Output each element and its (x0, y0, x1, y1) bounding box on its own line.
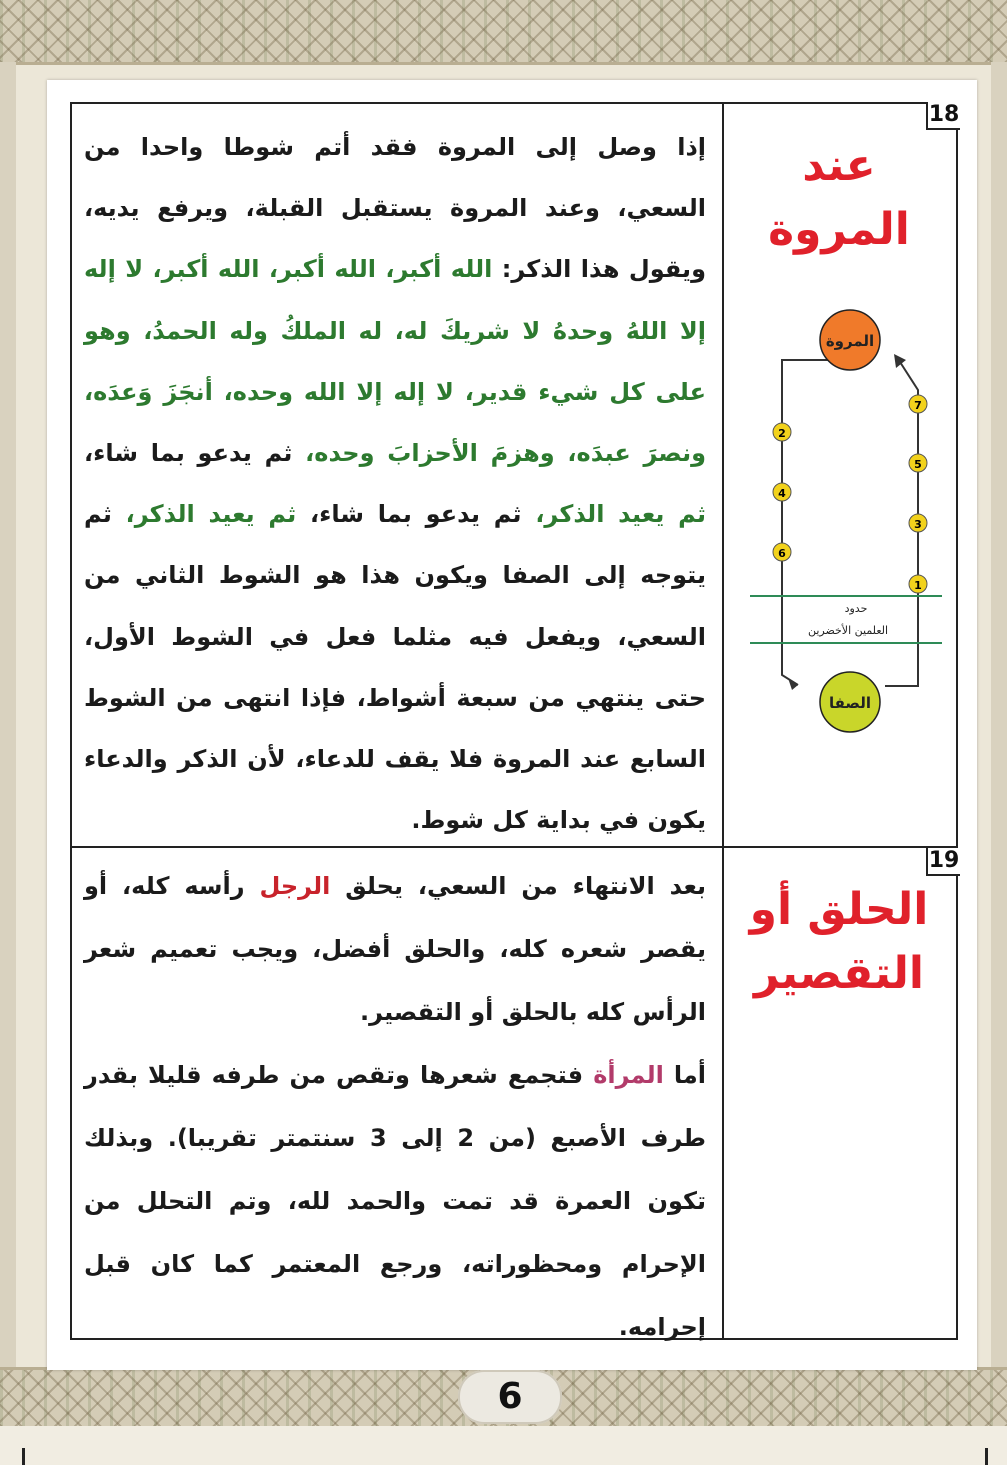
path-left-side (782, 440, 798, 685)
arrow-to-marwa-icon (894, 354, 906, 368)
text-run: ثم يتوجه إلى الصفا ويكون هذا هو الشوط الثاني من السعي، ويفعل فيه مثلما فعل في الشوط الأول، حتى ينتهي من سبعة أشواط، فإذا انتهى من الشوط السابع عند المروة فلا يقف للدعاء، لأن الذكر والدعاء يكون في بداية كل شوط. (84, 500, 706, 835)
right-margin (991, 62, 1007, 1370)
arrow-to-safa-icon (788, 678, 798, 690)
section-body-19 (84, 855, 706, 1359)
sai-diagram (740, 300, 960, 740)
lap-number-4: 4 (778, 487, 786, 500)
page-number: 6 (458, 1370, 562, 1424)
marwa-label: المروة (825, 332, 875, 350)
lap-number-5: 5 (914, 458, 922, 471)
section-title-line1: عند (802, 140, 876, 191)
section-body-18 (84, 117, 706, 851)
top-ornament-band (0, 0, 1007, 62)
text-run: فتجمع شعرها وتقص من طرفه قليلا بقدر طرف الأصبع (من 2 إلى 3 سنتمتر تقريبا). وبذلك تكون العمرة قد تمت والحمد لله، وتم التحلل من الإحرام ومحظوراته، ورجع المعتمر كما كان قبل إحرامه. (84, 1061, 707, 1341)
man-word: الرجل (259, 872, 331, 900)
bottom-strip (0, 1426, 1007, 1465)
section-title-18 (728, 134, 950, 262)
lap-number-3: 3 (914, 518, 922, 531)
lap-number-7: 7 (914, 399, 922, 412)
top-band-edge (0, 62, 1007, 65)
text-run: أما (663, 1061, 707, 1089)
left-margin (0, 62, 16, 1370)
section-number-18: 18 (926, 102, 960, 130)
paragraph-men (84, 855, 706, 1044)
crop-mark-left (22, 1448, 25, 1465)
markers-label-1: حدود (844, 602, 868, 615)
section-title-line1: الحلق أو (749, 884, 929, 935)
text-run: رأسه كله، أو يقصر شعره كله، والحلق أفضل، ويجب تعميم شعر الرأس كله بالحلق أو التقصير. (84, 872, 706, 1026)
woman-word: المرأة (593, 1061, 664, 1089)
crop-mark-right (985, 1448, 988, 1465)
section-title-line2: المروة (768, 204, 910, 255)
text-run: بعد الانتهاء من السعي، يحلق (330, 872, 707, 900)
section-number-19: 19 (926, 848, 960, 876)
text-run: ثم يدعو بما شاء، (296, 500, 536, 529)
table-column-divider (722, 102, 724, 1340)
safa-label: الصفا (829, 694, 871, 712)
section-title-line2: التقصير (754, 948, 924, 999)
markers-label-2: العلمين الأخضرين (807, 624, 889, 637)
lap-number-1: 1 (914, 579, 922, 592)
text-run: إذا وصل إلى المروة فقد أتم شوطا واحدا من السعي، وعند المروة يستقبل القبلة، ويرفع يديه، ويقول هذا الذكر: (84, 133, 706, 284)
text-run: ثم يدعو بما شاء، (84, 439, 306, 468)
dhikr-repeat-text: ثم يعيد الذكر، (125, 500, 297, 529)
section-title-19 (728, 878, 950, 1006)
lap-number-2: 2 (778, 427, 786, 440)
lap-number-6: 6 (778, 547, 786, 560)
dhikr-repeat-text: ثم يعيد الذكر، (535, 500, 706, 529)
paragraph-women (84, 1044, 706, 1359)
dhikr-text: الله أكبر، الله أكبر، الله أكبر، لا إله إلا اللهُ وحدهُ لا شريكَ له، له الملكُ وله الحمدُ، وهو على كل شيء قدير، لا إله إلا الله وحده، أنجَزَ وَعدَه، ونصرَ عبدَه، وهزمَ الأحزابَ وحده، (84, 255, 706, 468)
